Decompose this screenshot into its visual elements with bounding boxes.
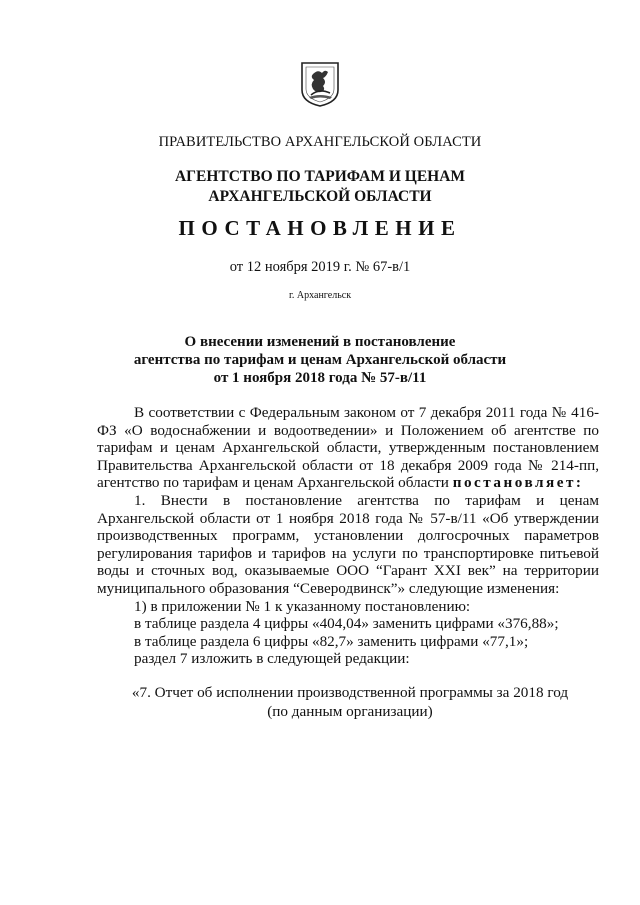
- quoted-section-heading: [0, 683, 640, 721]
- date-and-number: от 12 ноября 2019 г. № 67-в/1: [229, 259, 411, 275]
- subject-line3: от 1 ноября 2018 года № 57-в/11: [213, 370, 427, 386]
- item-1-paragraph: 1. Внести в постановление агентства по тарифам и ценам Архангельской области от 1 ноября 2018 года № 57-в/11 «Об утверждении производственных программ, установлении долгосрочных параметров регулирования тарифов и тарифов на услуги по транспортировке питьевой воды и сточных вод, оказываемые ООО “Гарант XXI век” на территории муниципального образования “Северодвинск”» следующие изменения:: [97, 491, 599, 597]
- coat-of-arms-emblem: [299, 60, 341, 108]
- change-2: в таблице раздела 6 цифры «82,7» заменить цифрами «77,1»;: [134, 632, 529, 650]
- subject-line2: агентства по тарифам и ценам Архангельской области: [133, 352, 507, 368]
- document-type-heading: ПОСТАНОВЛЕНИЕ: [178, 216, 462, 240]
- subitem-1: 1) в приложении № 1 к указанному постановлению:: [134, 597, 471, 615]
- document-subject: [0, 333, 640, 387]
- government-title: ПРАВИТЕЛЬСТВО АРХАНГЕЛЬСКОЙ ОБЛАСТИ: [158, 134, 482, 150]
- document-body: [97, 404, 599, 668]
- preamble-text: В соответствии с Федеральным законом от 7 декабря 2011 года № 416-ФЗ «О водоснабжении и водоотведении» и Положением об агентстве по тарифам и ценам Архангельской области, утвержденным постановлением Правительства Архангельской области от 18 декабря 2009 года № 214-пп, агентство по тарифам и ценам Архангельской области: [97, 404, 599, 492]
- change-1: в таблице раздела 4 цифры «404,04» заменить цифрами «376,88»;: [134, 615, 559, 633]
- quoted-heading-line2: (по данным организации): [267, 703, 433, 720]
- agency-title-line1: АГЕНТСТВО ПО ТАРИФАМ И ЦЕНАМ: [174, 168, 466, 185]
- preamble-paragraph: [97, 404, 599, 492]
- quoted-heading-line1: «7. Отчет об исполнении производственной программы за 2018 год: [131, 684, 569, 701]
- resolves-word: постановляет:: [452, 474, 584, 492]
- subject-line1: О внесении изменений в постановление: [184, 334, 456, 350]
- agency-title: [0, 167, 640, 207]
- change-3: раздел 7 изложить в следующей редакции:: [134, 650, 410, 668]
- agency-title-line2: АРХАНГЕЛЬСКОЙ ОБЛАСТИ: [208, 188, 432, 205]
- city-label: г. Архангельск: [288, 290, 352, 301]
